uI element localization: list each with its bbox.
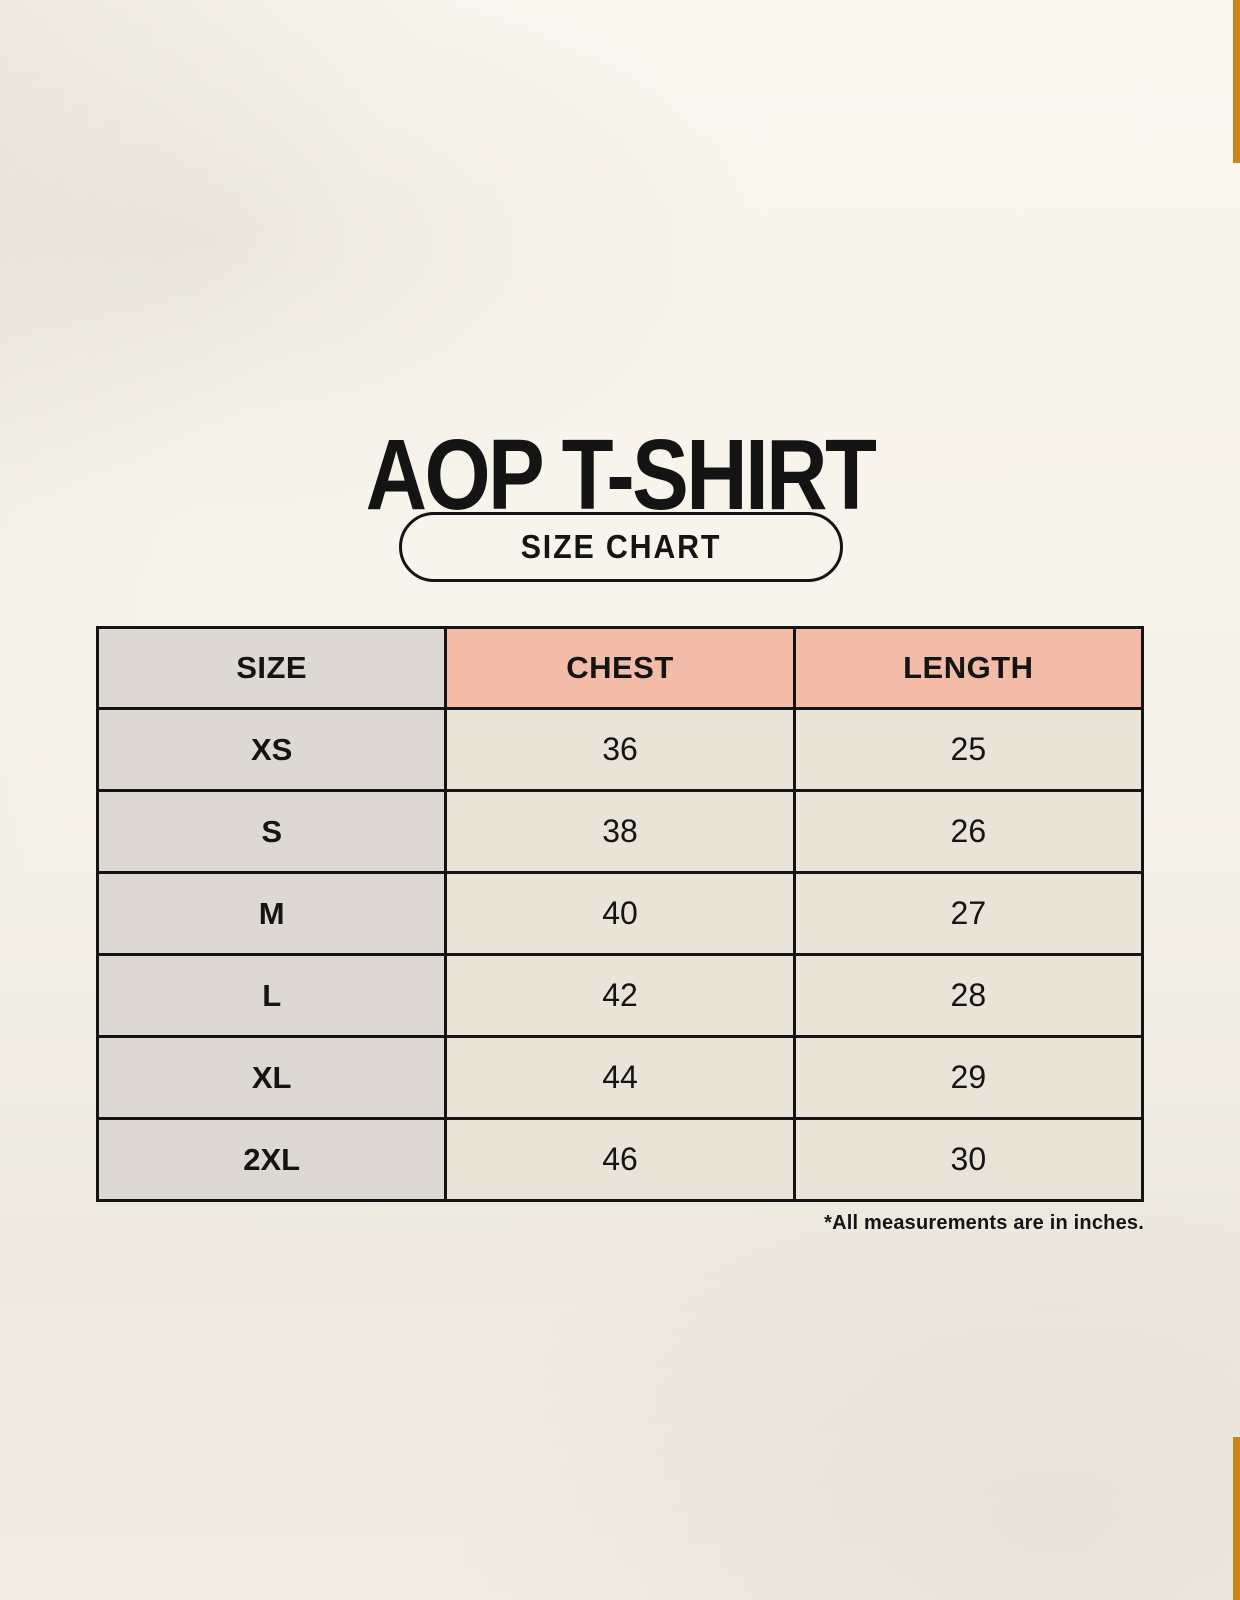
- length-cell: 27: [794, 873, 1142, 955]
- chest-cell: 38: [446, 791, 794, 873]
- table-row-xl: [98, 1037, 1143, 1119]
- column-header-size: SIZE: [98, 628, 446, 709]
- table-header-row: [98, 628, 1143, 709]
- page-title: AOP T-SHIRT: [365, 419, 875, 531]
- length-cell: 29: [794, 1037, 1142, 1119]
- table-row-m: [98, 873, 1143, 955]
- size-cell: L: [98, 955, 446, 1037]
- size-chart-badge: [399, 512, 843, 582]
- chest-cell: 42: [446, 955, 794, 1037]
- column-header-length: LENGTH: [794, 628, 1142, 709]
- chest-cell: 40: [446, 873, 794, 955]
- size-cell: XL: [98, 1037, 446, 1119]
- size-cell: XS: [98, 709, 446, 791]
- column-header-chest: CHEST: [446, 628, 794, 709]
- table-row-2xl: [98, 1119, 1143, 1201]
- length-cell: 26: [794, 791, 1142, 873]
- accent-bar-bottom-right: [1233, 1437, 1240, 1600]
- length-cell: 25: [794, 709, 1142, 791]
- chest-cell: 44: [446, 1037, 794, 1119]
- measurements-footnote: *All measurements are in inches.: [824, 1212, 1144, 1234]
- length-cell: 30: [794, 1119, 1142, 1201]
- chest-cell: 36: [446, 709, 794, 791]
- accent-bar-top-right: [1233, 0, 1240, 163]
- size-cell: 2XL: [98, 1119, 446, 1201]
- table-row-s: [98, 791, 1143, 873]
- table-row-xs: [98, 709, 1143, 791]
- length-cell: 28: [794, 955, 1142, 1037]
- table-row-l: [98, 955, 1143, 1037]
- size-chart-table: [96, 626, 1144, 1202]
- size-chart-badge-label: SIZE CHART: [520, 528, 722, 565]
- size-cell: S: [98, 791, 446, 873]
- chest-cell: 46: [446, 1119, 794, 1201]
- size-cell: M: [98, 873, 446, 955]
